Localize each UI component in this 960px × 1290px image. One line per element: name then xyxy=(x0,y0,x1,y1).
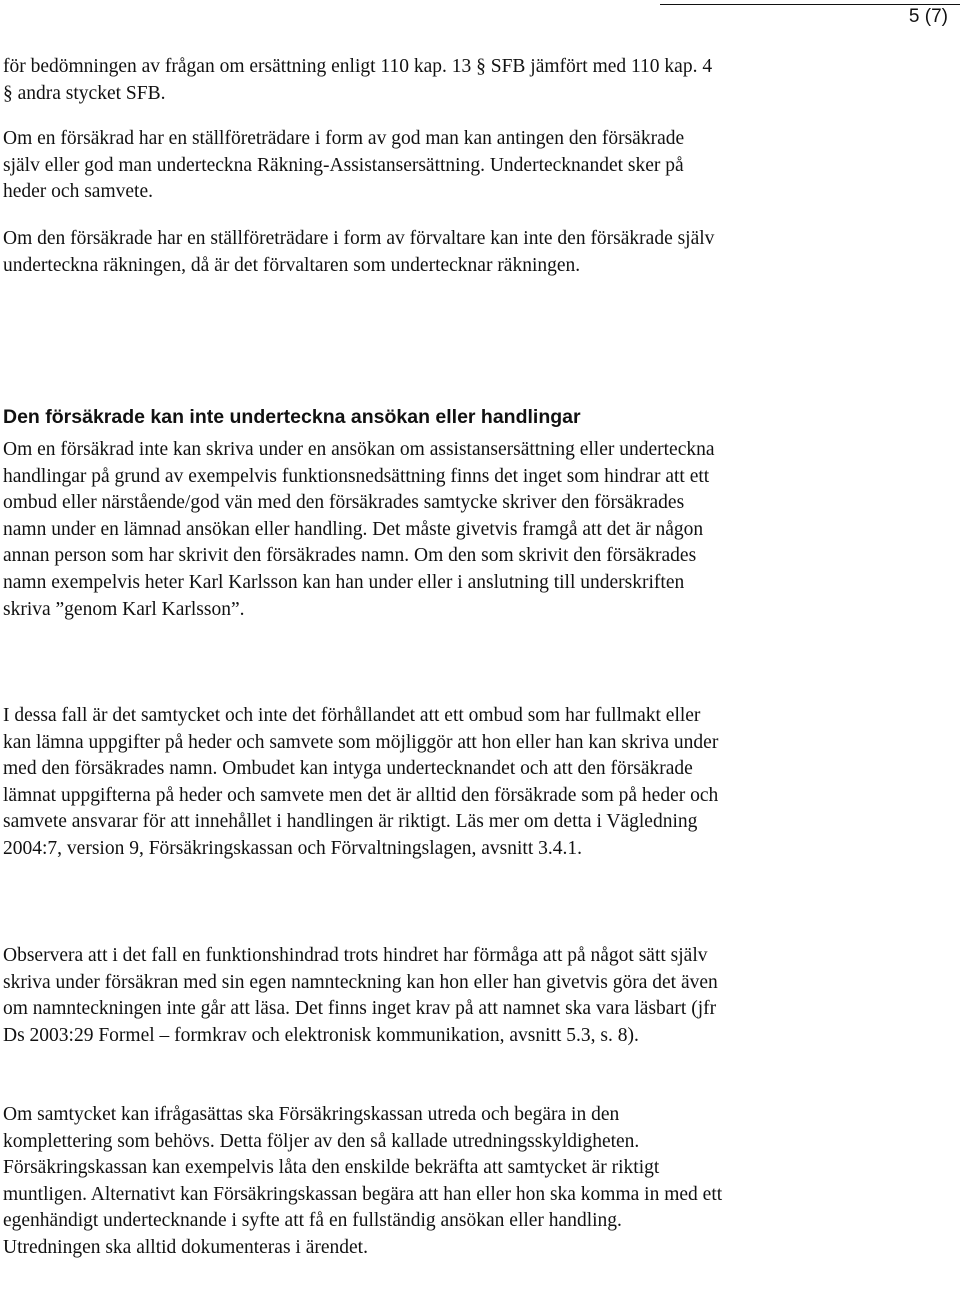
paragraph-sfb-reference: för bedömningen av frågan om ersättning enligt 110 kap. 13 § SFB jämfört med 110 kap. 4 § andra stycket SFB. xyxy=(3,56,713,104)
paragraph-forvaltare: Om den försäkrade har en ställföreträdare i form av förvaltare kan inte den försäkrade själv underteckna räkningen, då är det förvaltaren som undertecknar räkningen. xyxy=(3,228,715,276)
header-rule xyxy=(660,4,960,5)
page-number: 5 (7) xyxy=(908,6,948,27)
paragraph-samtycket: I dessa fall är det samtycket och inte det förhållandet att ett ombud som har fullmakt eller kan lämna uppgifter på heder och samvete som möjliggör att hon eller han kan skriva under med den försäkrades namn. Ombudet kan intyga undertecknandet och att den försäkrade lämnat uppgifterna på heder och samvete men det är alltid den försäkrade som på heder och samvete ansvarar för att innehållet i handlingen är riktigt. Läs mer om detta i Vägledning 2004:7, version 9, Försäkringskassan och Förvaltningslagen, avsnitt 3.4.1. xyxy=(3,705,719,859)
paragraph-cannot-sign: Om en försäkrad inte kan skriva under en ansökan om assistansersättning eller underteckna handlingar på grund av exempelvis funktionsnedsättning finns det inget som hindrar att ett ombud eller närstående/god vän med den försäkrades samtycke skriver den försäkrades namn under en lämnad ansökan eller handling. Det måste givetvis framgå att det är någon annan person som har skrivit den försäkrades namn. Om den som skrivit den försäkrades namn exempelvis heter Karl Karlsson kan han under eller i anslutning till underskriften skriva ”genom Karl Karlsson”. xyxy=(3,439,715,620)
paragraph-observera: Observera att i det fall en funktionshindrad trots hindret har förmåga att på något sätt själv skriva under försäkran med sin egen namnteckning kan hon eller han givetvis göra det även om namnteckningen inte går att läsa. Det finns inget krav på att namnet ska vara läsbart (jfr Ds 2003:29 Formel – formkrav och elektronisk kommunikation, avsnitt 5.3, s. 8). xyxy=(3,945,718,1046)
paragraph-god-man: Om en försäkrad har en ställföreträdare i form av god man kan antingen den försäkrade själv eller god man underteckna Räkning-Assistansersättning. Undertecknandet sker på heder och samvete. xyxy=(3,128,685,203)
paragraph-utredning: Om samtycket kan ifrågasättas ska Försäkringskassan utreda och begära in den komplettering som behövs. Detta följer av den så kallade utredningsskyldigheten. Försäkringskassan kan exempelvis låta den enskilde bekräfta att samtycket är riktigt muntligen. Alternativt kan Försäkringskassan begära att han eller hon ska komma in med ett egenhändigt undertecknande i syfte att få en fullständig ansökan eller handling. Utredningen ska alltid dokumenteras i ärendet. xyxy=(3,1104,723,1258)
section-heading: Den försäkrade kan inte underteckna ansökan eller handlingar xyxy=(3,406,581,428)
